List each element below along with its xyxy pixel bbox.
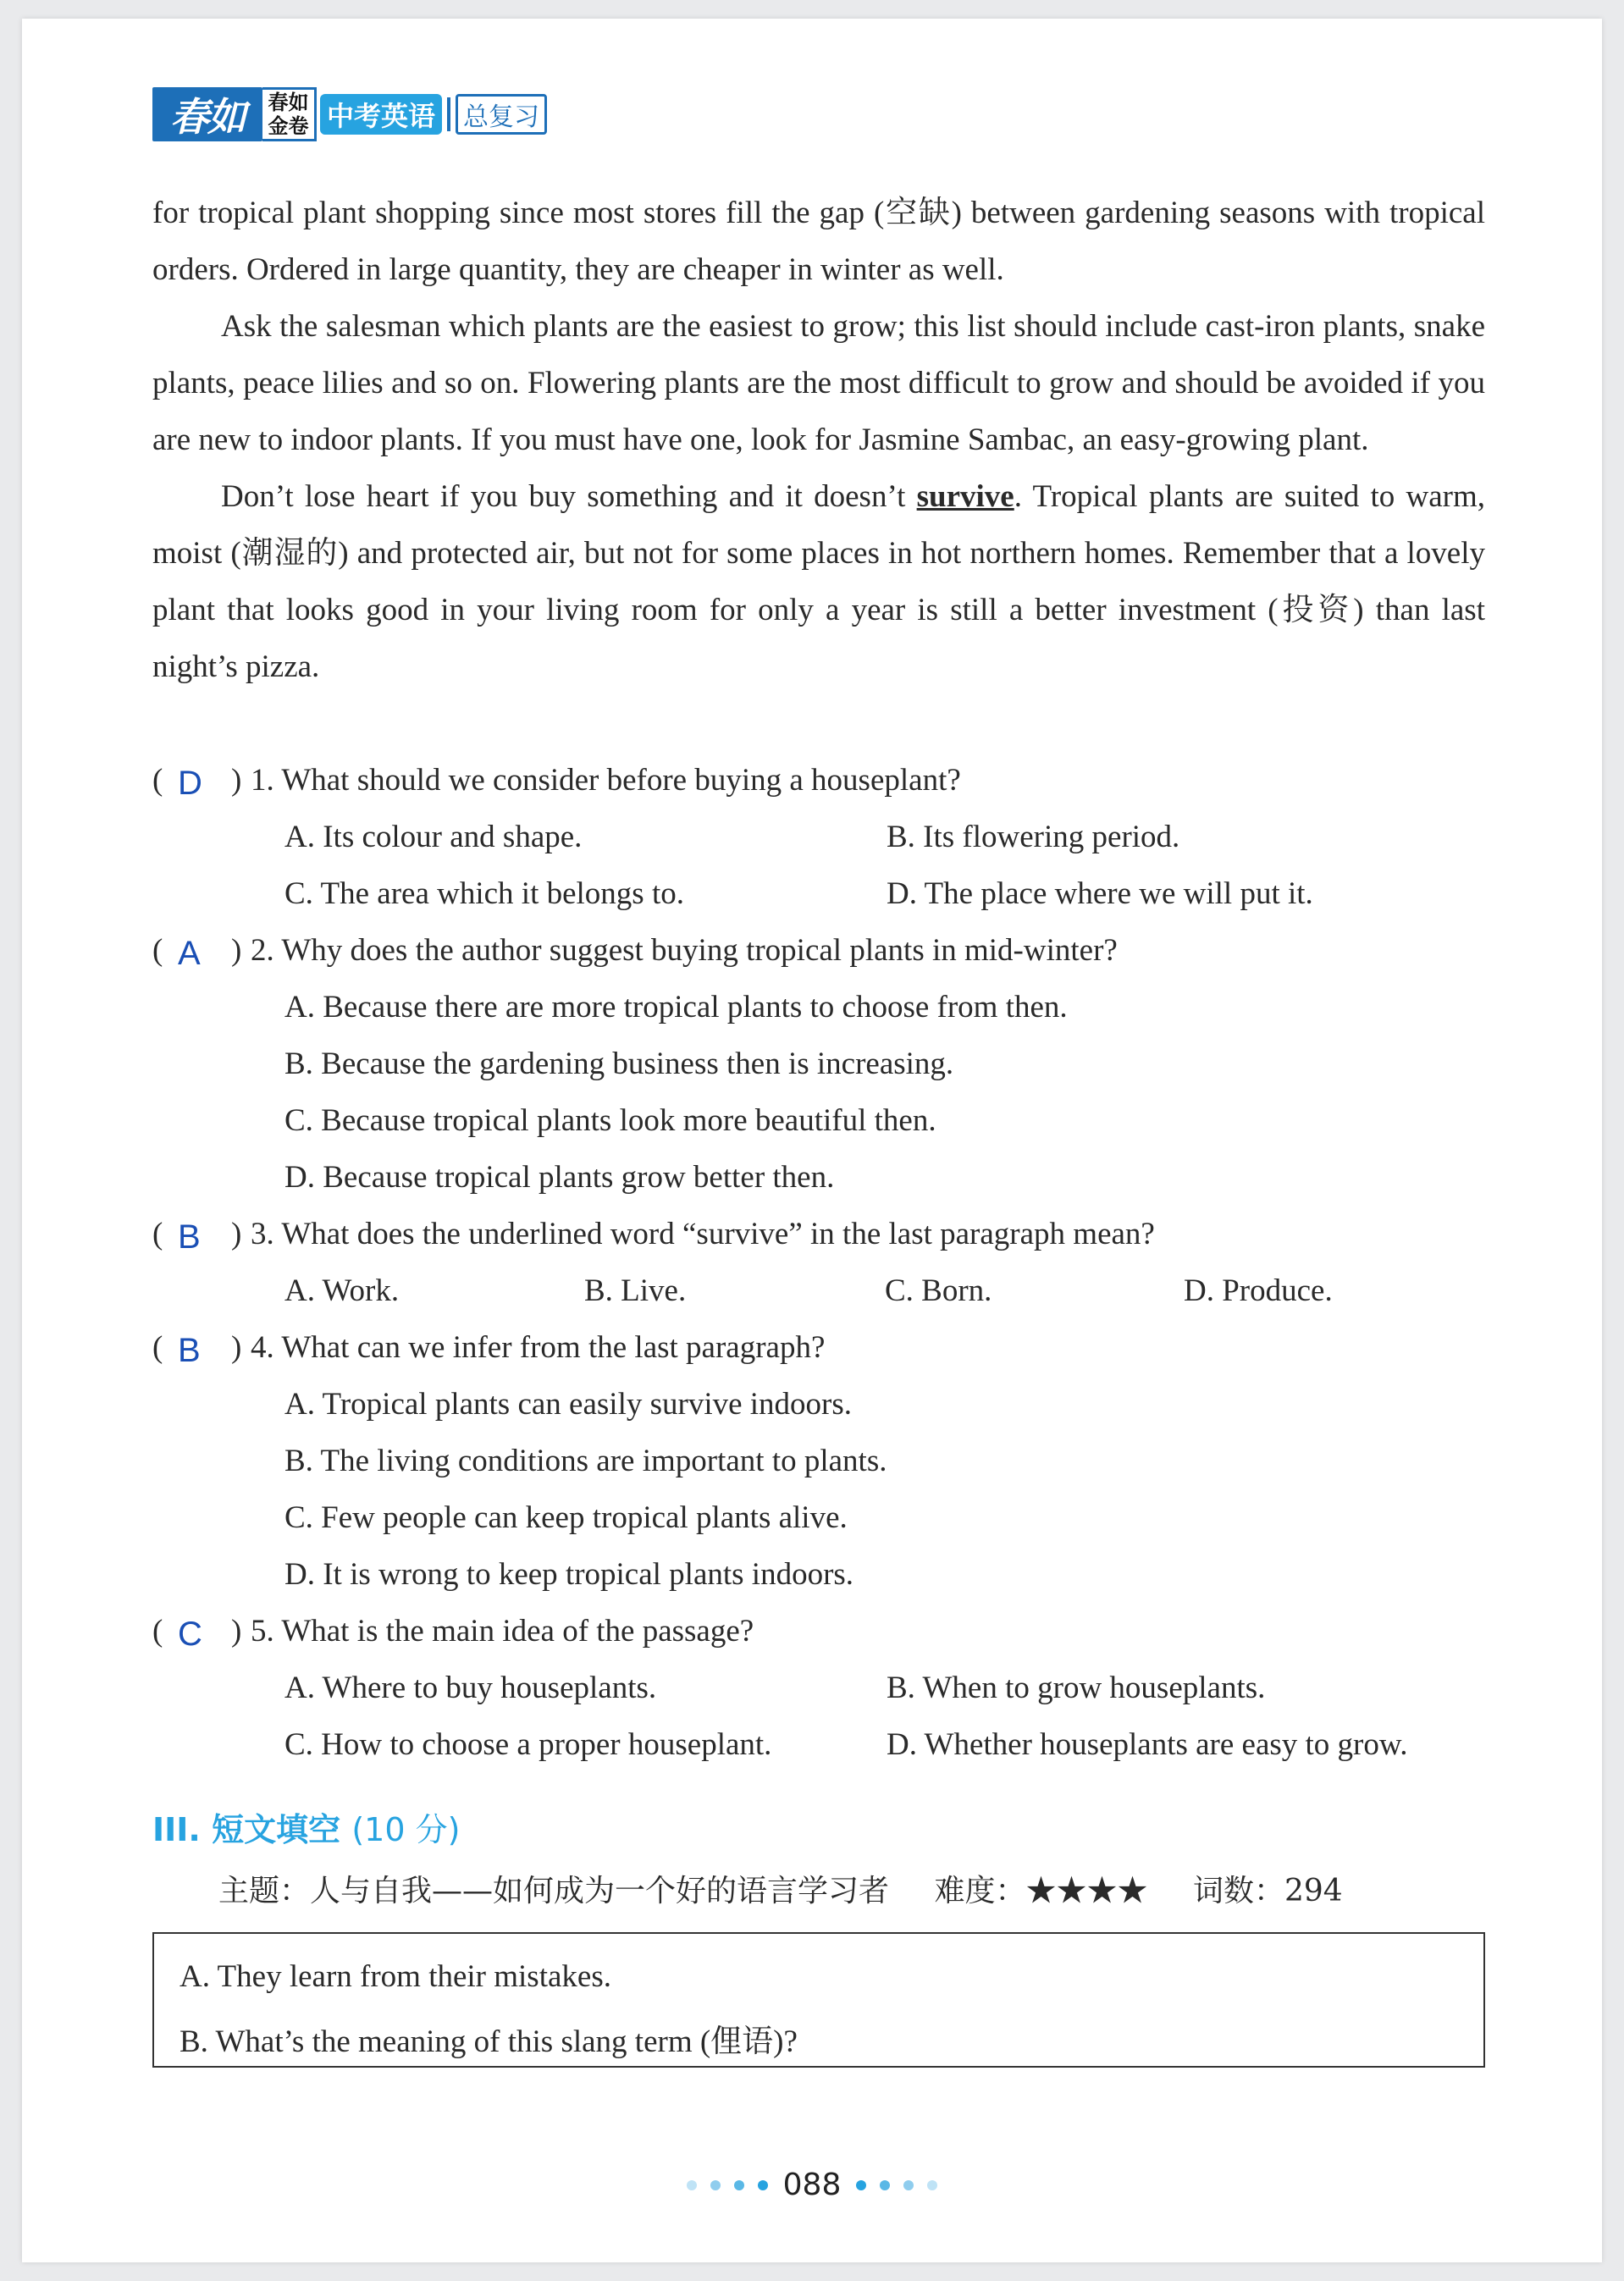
option-c: C. How to choose a proper houseplant. xyxy=(284,1727,772,1762)
passage xyxy=(152,185,1485,695)
paren-left: ( xyxy=(152,763,163,798)
decor-dot xyxy=(758,2180,768,2190)
question-2-stem xyxy=(152,922,1507,979)
paragraph-2: Ask the salesman which plants are the easiest to grow; this list should include cast-iron plants, snake plants, peace lilies and so on. Flowering plants are the most difficult to grow and should be avoided if you are new to indoor plants. If you must have one, look for Jasmine Sambac, an easy-growing plant. xyxy=(152,309,1485,457)
option-b: B. The living conditions are important to plants. xyxy=(284,1444,887,1478)
options-row xyxy=(152,1660,1507,1716)
option-d: D. It is wrong to keep tropical plants indoors. xyxy=(284,1557,854,1592)
option-a: A. Tropical plants can easily survive indoors. xyxy=(284,1387,853,1422)
answer-mark: B xyxy=(178,1218,201,1256)
section-title-text: III. 短文填空 xyxy=(152,1811,341,1848)
paren-right: ) xyxy=(231,1614,242,1649)
section-points: (10 分) xyxy=(351,1811,461,1848)
question-3-stem xyxy=(152,1206,1507,1262)
options-row xyxy=(152,1376,1507,1433)
difficulty-text: 难度：★★★★ xyxy=(934,1874,1148,1908)
option-a: A. Work. xyxy=(284,1273,400,1308)
option-b: B. Because the gardening business then is increasing. xyxy=(284,1047,954,1081)
options-row xyxy=(152,1092,1507,1149)
options-row xyxy=(152,1716,1507,1773)
paren-right: ) xyxy=(231,933,242,968)
box-option-b: B. What’s the meaning of this slang term (俚语)? xyxy=(180,2024,798,2059)
answer-mark: D xyxy=(178,765,202,802)
paragraph-3-end: . Tropical plants are suited to warm, moist (潮湿的) and protected air, but not for some places in hot northern homes. Remember that a lovely plant that looks good in your living room for only a year is still a better investment (投资) than last night’s pizza. xyxy=(152,479,1485,684)
options-row xyxy=(152,1546,1507,1603)
paren-right: ) xyxy=(231,1217,242,1251)
paren-right: ) xyxy=(231,1330,242,1365)
options-row xyxy=(152,1149,1507,1206)
theme-text: 主题：人与自我——如何成为一个好的语言学习者 xyxy=(218,1874,890,1908)
option-d: D. The place where we will put it. xyxy=(887,876,1313,911)
option-b: B. Its flowering period. xyxy=(887,820,1180,854)
paren-left: ( xyxy=(152,933,163,968)
option-d: D. Because tropical plants grow better then. xyxy=(284,1160,835,1195)
decor-dot xyxy=(687,2180,697,2190)
paren-right: ) xyxy=(231,763,242,798)
question-text: 4. What can we infer from the last paragraph? xyxy=(251,1330,826,1365)
paragraph-1: for tropical plant shopping since most stores fill the gap (空缺) between gardening seasons with tropical orders. Ordered in large quantity, they are cheaper in winter as well. xyxy=(152,196,1485,287)
question-3 xyxy=(152,1206,1507,1319)
question-text: 5. What is the main idea of the passage? xyxy=(251,1614,754,1649)
paren-left: ( xyxy=(152,1614,163,1649)
decor-dot xyxy=(903,2180,914,2190)
answer-mark: B xyxy=(178,1332,201,1369)
subject-badge: 中考英语 xyxy=(320,94,442,135)
decor-dot xyxy=(710,2180,721,2190)
options-row xyxy=(152,1262,1507,1319)
options-row xyxy=(152,809,1507,865)
series-label xyxy=(262,87,317,141)
answer-mark: C xyxy=(178,1615,202,1653)
option-a: A. Where to buy houseplants. xyxy=(284,1671,657,1705)
question-4 xyxy=(152,1319,1507,1603)
box-option-a: A. They learn from their mistakes. xyxy=(180,1959,611,1994)
paragraph-3 xyxy=(152,468,1485,695)
question-text: 1. What should we consider before buying a houseplant? xyxy=(251,763,961,798)
section-title xyxy=(152,1803,460,1850)
option-b: B. Live. xyxy=(584,1273,687,1308)
page-number: 088 xyxy=(782,2168,842,2202)
decor-dot xyxy=(734,2180,744,2190)
footer xyxy=(0,2168,1624,2202)
paragraph-3-start: Don’t lose heart if you buy something and it doesn’t xyxy=(221,479,917,514)
options-row xyxy=(152,865,1507,922)
option-c: C. Born. xyxy=(885,1273,992,1308)
decor-dot xyxy=(880,2180,890,2190)
series-line-1: 春如 xyxy=(268,91,309,114)
header-logo xyxy=(152,85,547,144)
option-c: C. Few people can keep tropical plants alive. xyxy=(284,1500,848,1535)
subtitle-badge: 总复习 xyxy=(456,94,547,135)
underlined-word: survive xyxy=(916,479,1014,514)
answer-mark: A xyxy=(178,935,201,972)
paren-left: ( xyxy=(152,1217,163,1251)
header-divider xyxy=(447,97,450,131)
question-5 xyxy=(152,1603,1507,1773)
option-b: B. When to grow houseplants. xyxy=(887,1671,1266,1705)
options-row xyxy=(152,1489,1507,1546)
series-line-2: 金卷 xyxy=(268,114,309,138)
option-c: C. Because tropical plants look more beautiful then. xyxy=(284,1103,936,1138)
option-c: C. The area which it belongs to. xyxy=(284,876,684,911)
option-a: A. Its colour and shape. xyxy=(284,820,583,854)
option-a: A. Because there are more tropical plants to choose from then. xyxy=(284,990,1068,1025)
options-row xyxy=(152,979,1507,1036)
options-row xyxy=(152,1433,1507,1489)
question-4-stem xyxy=(152,1319,1507,1376)
brand-mark: 春如 xyxy=(152,87,262,141)
question-5-stem xyxy=(152,1603,1507,1660)
question-text: 3. What does the underlined word “survive” in the last paragraph mean? xyxy=(251,1217,1155,1251)
theme-line xyxy=(218,1867,1378,1910)
question-text: 2. Why does the author suggest buying tropical plants in mid-winter? xyxy=(251,933,1118,968)
decor-dot xyxy=(856,2180,866,2190)
question-2 xyxy=(152,922,1507,1206)
word-count-text: 词数：294 xyxy=(1192,1874,1343,1908)
decor-dot xyxy=(927,2180,937,2190)
option-d: D. Whether houseplants are easy to grow. xyxy=(887,1727,1408,1762)
options-box xyxy=(152,1932,1485,2068)
option-d: D. Produce. xyxy=(1184,1273,1333,1308)
question-1-stem xyxy=(152,752,1507,809)
paren-left: ( xyxy=(152,1330,163,1365)
question-1 xyxy=(152,752,1507,922)
options-row xyxy=(152,1036,1507,1092)
